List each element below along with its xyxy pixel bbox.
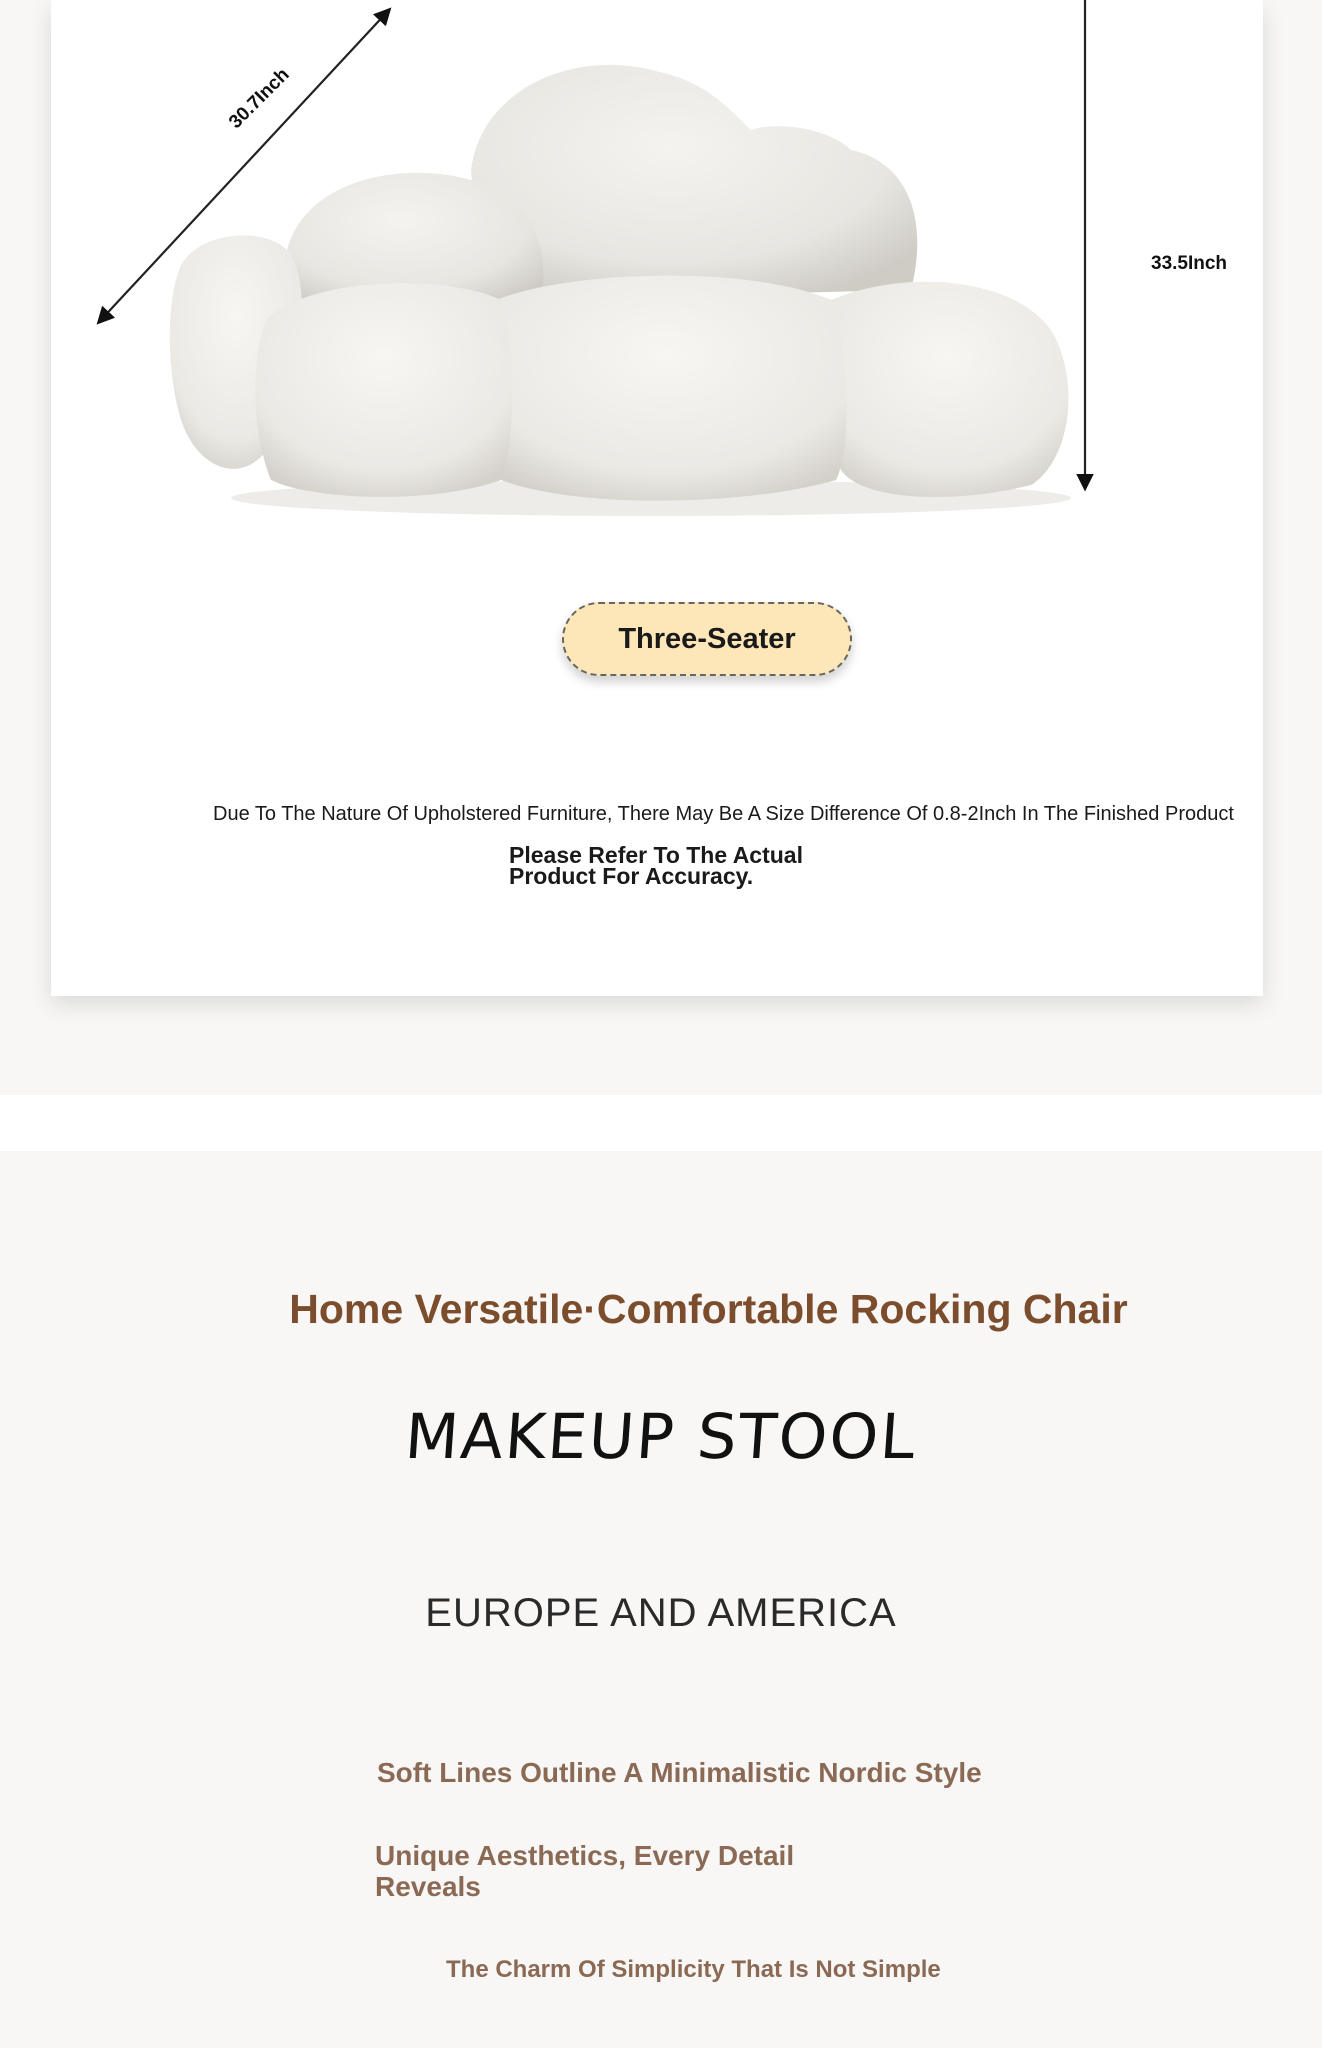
feature-line-2: Unique Aesthetics, Every Detail Reveals bbox=[375, 1840, 795, 1902]
region-label: EUROPE AND AMERICA bbox=[425, 1591, 897, 1635]
section-divider bbox=[0, 1095, 1322, 1151]
height-dimension-label: 33.5Inch bbox=[1151, 253, 1228, 274]
size-difference-note: Due To The Nature Of Upholstered Furniture, There May Be A Size Difference Of 0.8-2Inch In The Finished Product bbox=[213, 803, 1234, 825]
feature-line-3: The Charm Of Simplicity That Is Not Simple bbox=[446, 1956, 941, 1983]
feature-line-1: Soft Lines Outline A Minimalistic Nordic Style bbox=[377, 1757, 982, 1788]
variant-badge: Three-Seater bbox=[562, 602, 852, 676]
handwritten-title: MAKEUP STOOL bbox=[402, 1400, 920, 1473]
depth-dimension-label: 30.7Inch bbox=[225, 64, 294, 133]
accuracy-note: Please Refer To The Actual Product For Accuracy. bbox=[509, 842, 803, 889]
section-headline: Home Versatile·Comfortable Rocking Chair bbox=[289, 1286, 1128, 1332]
